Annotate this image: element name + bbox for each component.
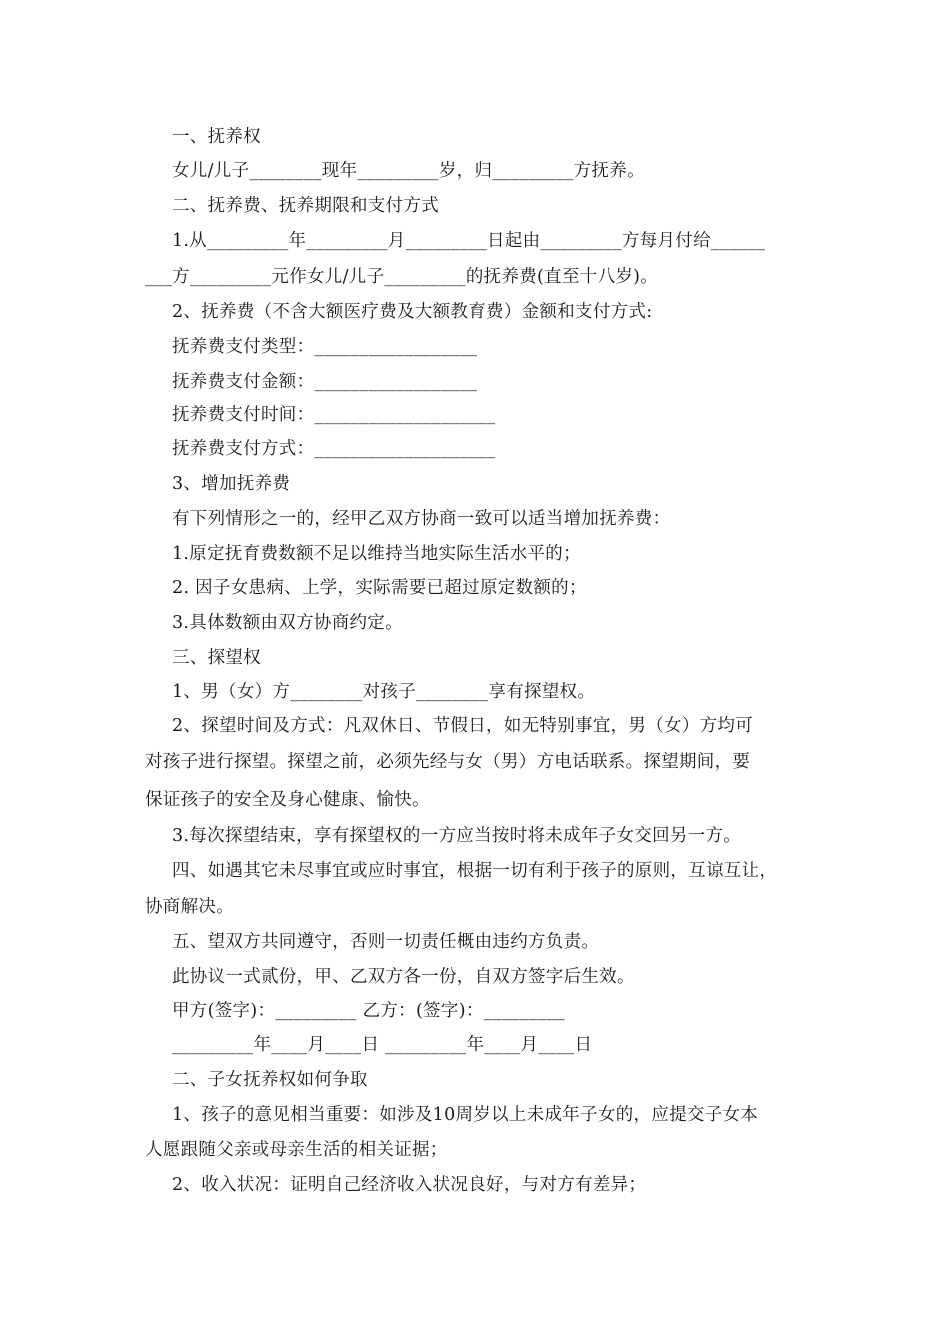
visitation-clause-3: 3.每次探望结束，享有探望权的一方应当按时将未成年子女交回另一方。	[172, 826, 742, 846]
visitation-clause-2: 2、探望时间及方式：凡双休日、节假日，如无特别事宜，男（女）方均可	[172, 716, 754, 736]
increase-item-3: 3.具体数额由双方协商约定。	[172, 613, 403, 633]
visitation-clause-1: 1、男（女）方________对孩子________享有探望权。	[172, 682, 596, 702]
other-matters-cont: 协商解决。	[145, 897, 234, 917]
section-heading-other-matters: 四、如遇其它未尽事宜或应时事宜，根据一切有利于孩子的原则，互谅互让，	[172, 861, 778, 881]
support-clause-1: 1.从_________年_________月_________日起由_________方每月付给______	[172, 231, 766, 251]
section-heading-custody: 一、抚养权	[172, 127, 261, 147]
date-line: _________年____月____日 _________年____月____日	[172, 1035, 593, 1055]
visitation-clause-2-cont-a: 对孩子进行探望。探望之前，必须先经与女（男）方电话联系。探望期间，要	[145, 752, 751, 772]
support-clause-1-cont: ___方_________元作女儿/儿子_________的抚养费(直至十八岁)。	[145, 267, 659, 287]
section-heading-how-to-obtain: 二、子女抚养权如何争取	[172, 1070, 368, 1090]
copies-clause: 此协议一式贰份，甲、乙双方各一份，自双方签字后生效。	[172, 967, 635, 987]
obtain-item-2: 2、收入状况：证明自己经济收入状况良好，与对方有差异；	[172, 1175, 647, 1195]
obtain-item-1-cont: 人愿跟随父亲或母亲生活的相关证据；	[145, 1140, 448, 1160]
increase-item-2: 2. 因子女患病、上学，实际需要已超过原定数额的；	[172, 578, 587, 598]
payment-amount-field: 抚养费支付金额：__________________	[172, 372, 478, 392]
section-heading-visitation: 三、探望权	[172, 648, 261, 668]
increase-item-1: 1.原定抚育费数额不足以维持当地实际生活水平的；	[172, 544, 581, 564]
payment-type-field: 抚养费支付类型：__________________	[172, 337, 478, 357]
subheading-increase-support: 3、增加抚养费	[172, 474, 291, 494]
increase-intro: 有下列情形之一的，经甲乙双方协商一致可以适当增加抚养费：	[172, 509, 671, 529]
custody-clause: 女儿/儿子________现年_________岁，归_________方抚养。	[172, 161, 645, 181]
visitation-clause-2-cont-b: 保证孩子的安全及身心健康、愉快。	[145, 790, 430, 810]
signature-line: 甲方(签字)：_________ 乙方：(签字)：_________	[172, 1001, 566, 1021]
support-clause-2: 2、抚养费（不含大额医疗费及大额教育费）金额和支付方式:	[172, 302, 653, 322]
payment-method-field: 抚养费支付方式：____________________	[172, 439, 496, 459]
section-heading-support: 二、抚养费、抚养期限和支付方式	[172, 196, 439, 216]
section-heading-compliance: 五、望双方共同遵守，否则一切责任概由违约方负责。	[172, 932, 600, 952]
payment-time-field: 抚养费支付时间：____________________	[172, 405, 496, 425]
obtain-item-1: 1、孩子的意见相当重要：如涉及10周岁以上未成年子女的，应提交子女本	[172, 1105, 759, 1125]
